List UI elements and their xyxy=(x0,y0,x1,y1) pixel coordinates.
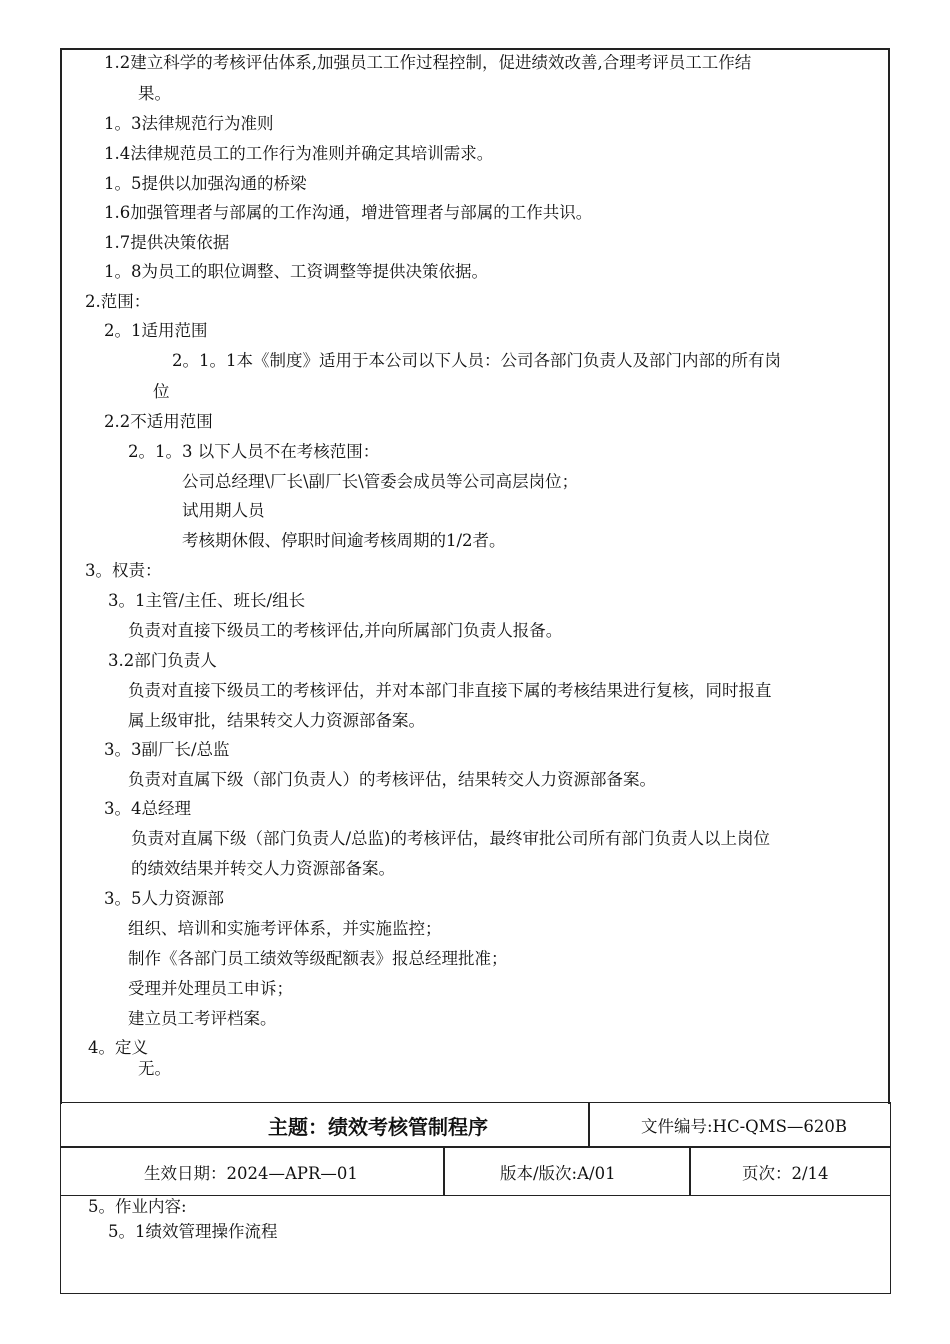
text-line: 位 xyxy=(153,382,170,401)
document-subject: 主题：绩效考核管制程序 xyxy=(268,1115,488,1139)
header-table-divider xyxy=(689,1146,691,1196)
page-border-right xyxy=(888,48,890,1104)
text-line: 组织、培训和实施考评体系，并实施监控； xyxy=(128,919,442,938)
text-line: 2。1适用范围 xyxy=(104,321,208,340)
text-line: 1。3法律规范行为准则 xyxy=(104,114,274,133)
page-border-top xyxy=(60,48,890,50)
text-line: 负责对直接下级员工的考核评估,并向所属部门负责人报备。 xyxy=(128,621,563,640)
effective-date: 生效日期：2024—APR—01 xyxy=(144,1164,358,1183)
text-line: 3。3副厂长/总监 xyxy=(104,740,230,759)
text-line: 1。5提供以加强沟通的桥梁 xyxy=(104,174,307,193)
text-line: 受理并处理员工申诉； xyxy=(128,979,293,998)
text-line: 负责对直接下级员工的考核评估，并对本部门非直接下属的考核结果进行复核，同时报直 xyxy=(128,681,772,700)
text-line: 1.7提供决策依据 xyxy=(104,233,230,252)
text-line: 2。1。1本《制度》适用于本公司以下人员：公司各部门负责人及部门内部的所有岗 xyxy=(172,351,781,370)
text-line: 负责对直属下级（部门负责人/总监)的考核评估，最终审批公司所有部门负责人以上岗位 xyxy=(131,829,770,848)
text-line: 考核期休假、停职时间逾考核周期的1/2者。 xyxy=(182,531,506,550)
section-heading: 4。定义 xyxy=(88,1038,148,1057)
text-line: 1.2建立科学的考核评估体系,加强员工工作过程控制，促进绩效改善,合理考评员工工作结 xyxy=(104,53,752,72)
header-table-divider xyxy=(588,1102,590,1147)
text-line: 3.2部门负责人 xyxy=(108,651,217,670)
text-line: 3。5人力资源部 xyxy=(104,889,224,908)
text-line: 属上级审批，结果转交人力资源部备案。 xyxy=(128,711,425,730)
page-number: 页次：2/14 xyxy=(742,1164,829,1183)
section-heading: 3。权责： xyxy=(85,561,162,580)
section-heading: 2.范围： xyxy=(85,292,151,311)
text-line: 试用期人员 xyxy=(182,501,265,520)
version: 版本/版次:A/01 xyxy=(500,1164,616,1183)
text-line: 公司总经理\厂长\副厂长\管委会成员等公司高层岗位； xyxy=(182,472,579,491)
page-border-left xyxy=(60,48,62,1104)
text-line: 5。1绩效管理操作流程 xyxy=(108,1222,278,1241)
section-heading: 5。作业内容: xyxy=(88,1197,187,1216)
header-table-divider xyxy=(443,1146,445,1196)
text-line: 1.6加强管理者与部属的工作沟通，增进管理者与部属的工作共识。 xyxy=(104,203,593,222)
text-line: 果。 xyxy=(138,84,171,103)
text-line: 2。1。3 以下人员不在考核范围： xyxy=(128,442,380,461)
text-line: 1.4法律规范员工的工作行为准则并确定其培训需求。 xyxy=(104,144,494,163)
text-line: 的绩效结果并转交人力资源部备案。 xyxy=(131,859,395,878)
text-line: 1。8为员工的职位调整、工资调整等提供决策依据。 xyxy=(104,262,488,281)
text-line: 负责对直属下级（部门负责人）的考核评估，结果转交人力资源部备案。 xyxy=(128,770,656,789)
document-number: 文件编号:HC-QMS—620B xyxy=(641,1117,847,1136)
text-line: 2.2不适用范围 xyxy=(104,412,213,431)
text-line: 无。 xyxy=(138,1059,171,1078)
text-line: 3。4总经理 xyxy=(104,799,191,818)
text-line: 制作《各部门员工绩效等级配额表》报总经理批准； xyxy=(128,949,508,968)
text-line: 建立员工考评档案。 xyxy=(128,1009,277,1028)
header-table-divider xyxy=(60,1146,891,1148)
text-line: 3。1主管/主任、班长/组长 xyxy=(108,591,306,610)
